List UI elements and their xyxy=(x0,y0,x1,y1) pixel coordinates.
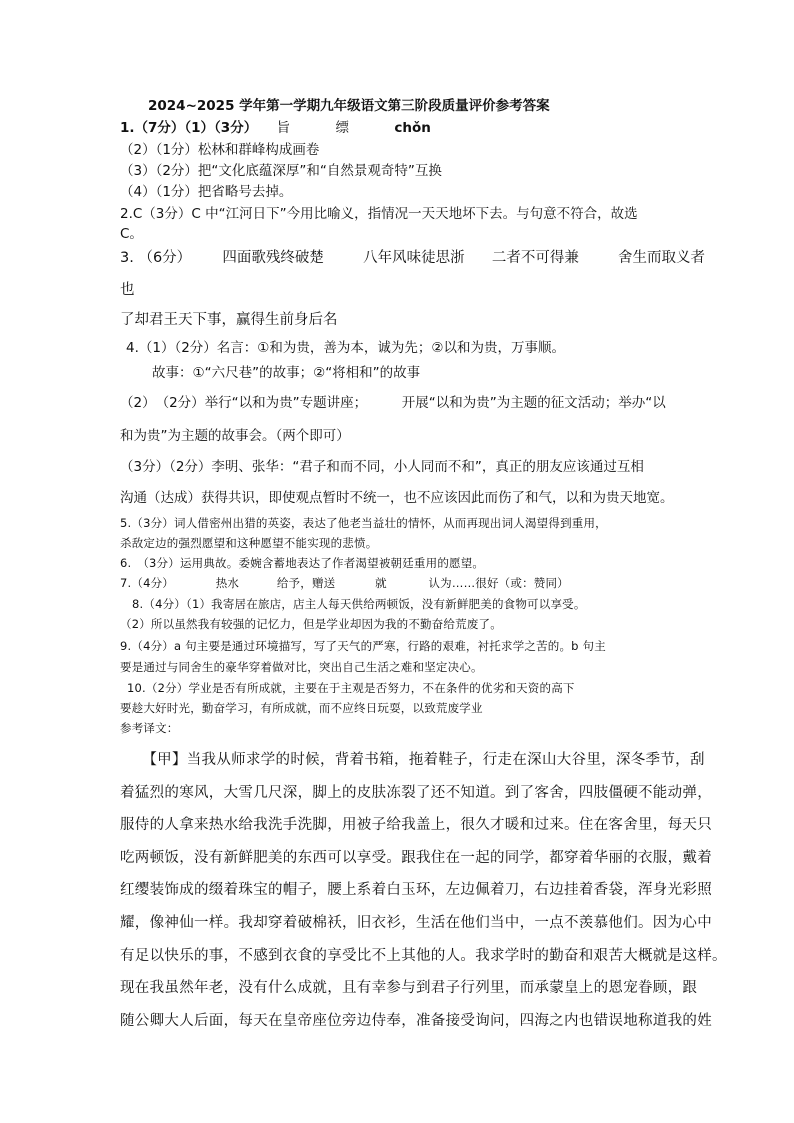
translation-line: 【甲】当我从师求学的时候，背着书箱，拖着鞋子，行走在深山大谷里，深冬季节，刮 xyxy=(120,752,705,768)
translation-body xyxy=(120,744,727,1037)
q3-answer-2: 八年风味徒思浙 xyxy=(363,250,465,266)
q7-head: 7.（4分） xyxy=(120,576,174,590)
q3-line-2: 了却君王天下事，赢得生前身后名 xyxy=(120,312,338,328)
q4-part-1-a: 4.（1）（2分）名言：①和为贵，善为本，诚为先；②以和为贵，万事顺。 xyxy=(126,340,566,356)
q10-line-2: 要趁大好时光，勤奋学习，有所成就，而不应终日玩耍，以致荒废学业 xyxy=(120,701,483,715)
q5-line-1: 5.（3分）词人借密州出猎的英姿，表达了他老当益壮的情怀，从而再现出词人渴望得到重用， xyxy=(120,516,607,530)
q3-tail: 也 xyxy=(120,282,135,298)
q3-head: 3. （6分） xyxy=(120,250,192,266)
q7-answer-2: 给予，赠送 xyxy=(276,576,336,590)
q10-line-1: 10.（2分）学业是否有所成就，主要在于主观是否努力，不在条件的优劣和天资的高下 xyxy=(127,681,575,695)
q3-answer-3: 二者不可得兼 xyxy=(491,250,579,266)
q4-part-3-a: （3分）（2分）李明、张华：“君子和而不同，小人同而不和”，真正的朋友应该通过互相 xyxy=(120,459,644,475)
q1-part-3: （3）（2分）把“文化底蕴深厚”和“自然景观奇特”互换 xyxy=(120,163,442,179)
document-title: 2024~2025 学年第一学期九年级语文第三阶段质量评价参考答案 xyxy=(148,98,550,114)
q3-answer-4: 舍生而取义者 xyxy=(618,250,706,266)
translation-line: 着猛烈的寒风，大雪几尺深，脚上的皮肤冻裂了还不知道。到了客舍，四肢僵硬不能动弹， xyxy=(120,784,712,801)
q1-answer-3: chǒn xyxy=(394,120,431,136)
q9-line-2: 要是通过与同舍生的豪华穿着做对比，突出自己生活之难和坚定决心。 xyxy=(120,660,483,674)
translation-line: 有足以快乐的事，不感到衣食的享受比不上其他的人。我求学时的勤奋和艰苦大概就是这样。 xyxy=(120,947,727,964)
translation-line: 现在我虽然年老，没有什么成就，且有幸参与到君子行列里，而承蒙皇上的恩宠眷顾，跟 xyxy=(120,980,698,997)
translation-line: 服侍的人拿来热水给我洗手洗脚，用被子给我盖上，很久才暖和过来。住在客舍里，每天只 xyxy=(120,817,712,834)
translation-line: 吃两顿饭，没有新鲜肥美的东西可以享受。跟我住在一起的同学，都穿着华丽的衣服，戴着 xyxy=(120,849,712,866)
q4-part-2-a-1: （2） （2分）举行“以和为贵”专题讲座； xyxy=(120,395,368,411)
q6-line: 6. （3分）运用典故。委婉含蓄地表达了作者渴望被朝廷重用的愿望。 xyxy=(120,556,485,570)
q4-part-3-b: 沟通（达成）获得共识，即使观点暂时不统一，也不应该因此而伤了和气，以和为贵天地宽。 xyxy=(120,490,674,506)
q5-line-2: 杀敌定边的强烈愿望和这种愿望不能实现的悲愤。 xyxy=(120,536,378,550)
q1-answer-1: 旨 xyxy=(276,120,291,136)
q1-head: 1.（7分）（1）（3分） xyxy=(120,120,258,136)
q8-line-1: 8.（4分）（1）我寄居在旅店，店主人每天供给两顿饭，没有新鲜肥美的食物可以享受。 xyxy=(132,597,586,611)
q9-line-1: 9.（4分）a 句主要是通过环境描写，写了天气的严寒，行路的艰难，衬托求学之苦的。b 句主 xyxy=(120,639,606,653)
q3-line xyxy=(120,250,705,267)
q1-answer-2: 缥 xyxy=(335,120,350,136)
q1-part-4: （4）（1分）把省略号去掉。 xyxy=(120,184,293,200)
q2-line-2: C。 xyxy=(120,226,143,242)
q1-part-2: （2）（1分）松林和群峰构成画卷 xyxy=(120,142,320,158)
q4-part-2-a-2: 开展“以和为贵”为主题的征文活动；举办“以 xyxy=(401,395,666,411)
q7-answer-3: 就 xyxy=(375,576,387,590)
q8-line-2: （2）所以虽然我有较强的记忆力，但是学业却因为我的不勤奋给荒废了。 xyxy=(120,617,502,631)
q3-answer-1: 四面歌残终破楚 xyxy=(222,250,324,266)
q1-line xyxy=(120,120,431,136)
translation-line: 红缨装饰成的缀着珠宝的帽子，腰上系着白玉环，左边佩着刀，右边挂着香袋，浑身光彩照 xyxy=(120,882,712,899)
translation-line: 随公卿大人后面，每天在皇帝座位旁边侍奉，准备接受询问，四海之内也错误地称道我的姓 xyxy=(120,1012,712,1029)
q7-answer-4: 认为……很好（或：赞同） xyxy=(428,576,569,590)
q2-line-1: 2.C（3分）C 中“江河日下”今用比喻义，指情况一天天地坏下去。与句意不符合，故选 xyxy=(120,206,638,222)
q4-part-1-b: 故事：①“六尺巷”的故事；②“将相和”的故事 xyxy=(152,365,421,381)
q7-answer-1: 热水 xyxy=(215,576,240,590)
reference-translation-label: 参考译文： xyxy=(120,721,179,735)
translation-line: 耀，像神仙一样。我却穿着破棉袄，旧衣衫，生活在他们当中，一点不羡慕他们。因为心中 xyxy=(120,914,712,931)
q4-part-2-a xyxy=(120,395,666,411)
q4-part-2-b: 和为贵”为主题的故事会。（两个即可） xyxy=(120,428,350,444)
q7-line xyxy=(120,577,569,591)
